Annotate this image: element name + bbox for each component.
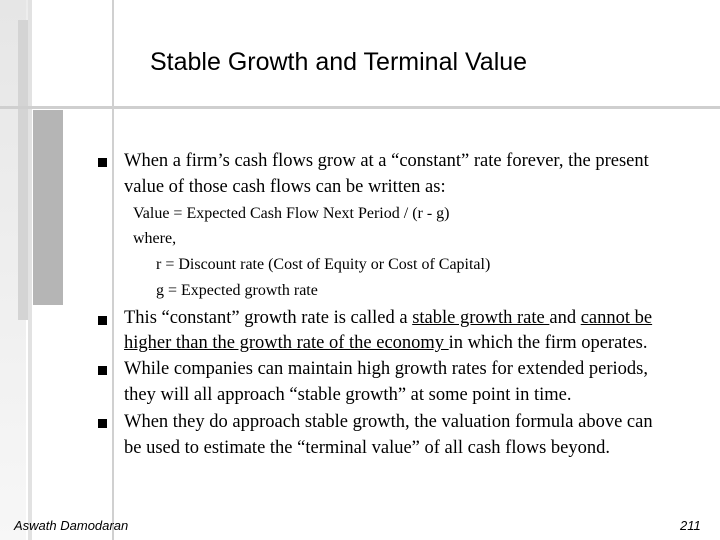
- bullet-square-icon: [98, 419, 107, 428]
- bullet-1-line-2: value of those cash flows can be written as:: [124, 177, 446, 197]
- bullet-4-line-2: be used to estimate the “terminal value” of all cash flows beyond.: [124, 438, 610, 458]
- footer-page-number: 211: [680, 518, 701, 533]
- cannot-be-phrase: cannot be: [580, 308, 653, 328]
- bullet-2-text: in which the firm operates.: [448, 333, 648, 353]
- footer-author: Aswath Damodaran: [14, 518, 129, 533]
- bullet-2-text: This “constant” growth rate is called a: [124, 308, 413, 328]
- bullet-1-line-1: When a firm’s cash flows grow at a “constant” rate forever, the present: [124, 151, 649, 171]
- bullet-square-icon: [98, 316, 107, 325]
- bullet-3-line-2: they will all approach “stable growth” at some point in time.: [124, 385, 572, 405]
- bullet-4-line-1: When they do approach stable growth, the valuation formula above can: [124, 412, 653, 432]
- formula-g-definition: g = Expected growth rate: [156, 282, 318, 299]
- slide-title: Stable Growth and Terminal Value: [150, 48, 528, 76]
- growth-rate-of-economy-phrase: higher than the growth rate of the economy: [124, 333, 449, 353]
- bullet-3-line-1: While companies can maintain high growth rates for extended periods,: [124, 359, 648, 379]
- bullet-2-line-1: [124, 305, 652, 331]
- bullet-2-line-2: [124, 330, 647, 356]
- formula-r-definition: r = Discount rate (Cost of Equity or Cost of Capital): [156, 256, 491, 273]
- stable-growth-rate-term: stable growth rate: [412, 308, 550, 328]
- formula-where: where,: [133, 230, 177, 247]
- formula-line: Value = Expected Cash Flow Next Period / (r - g): [133, 205, 450, 222]
- bullet-square-icon: [98, 366, 107, 375]
- bullet-2-text: and: [549, 308, 581, 328]
- bullet-square-icon: [98, 158, 107, 167]
